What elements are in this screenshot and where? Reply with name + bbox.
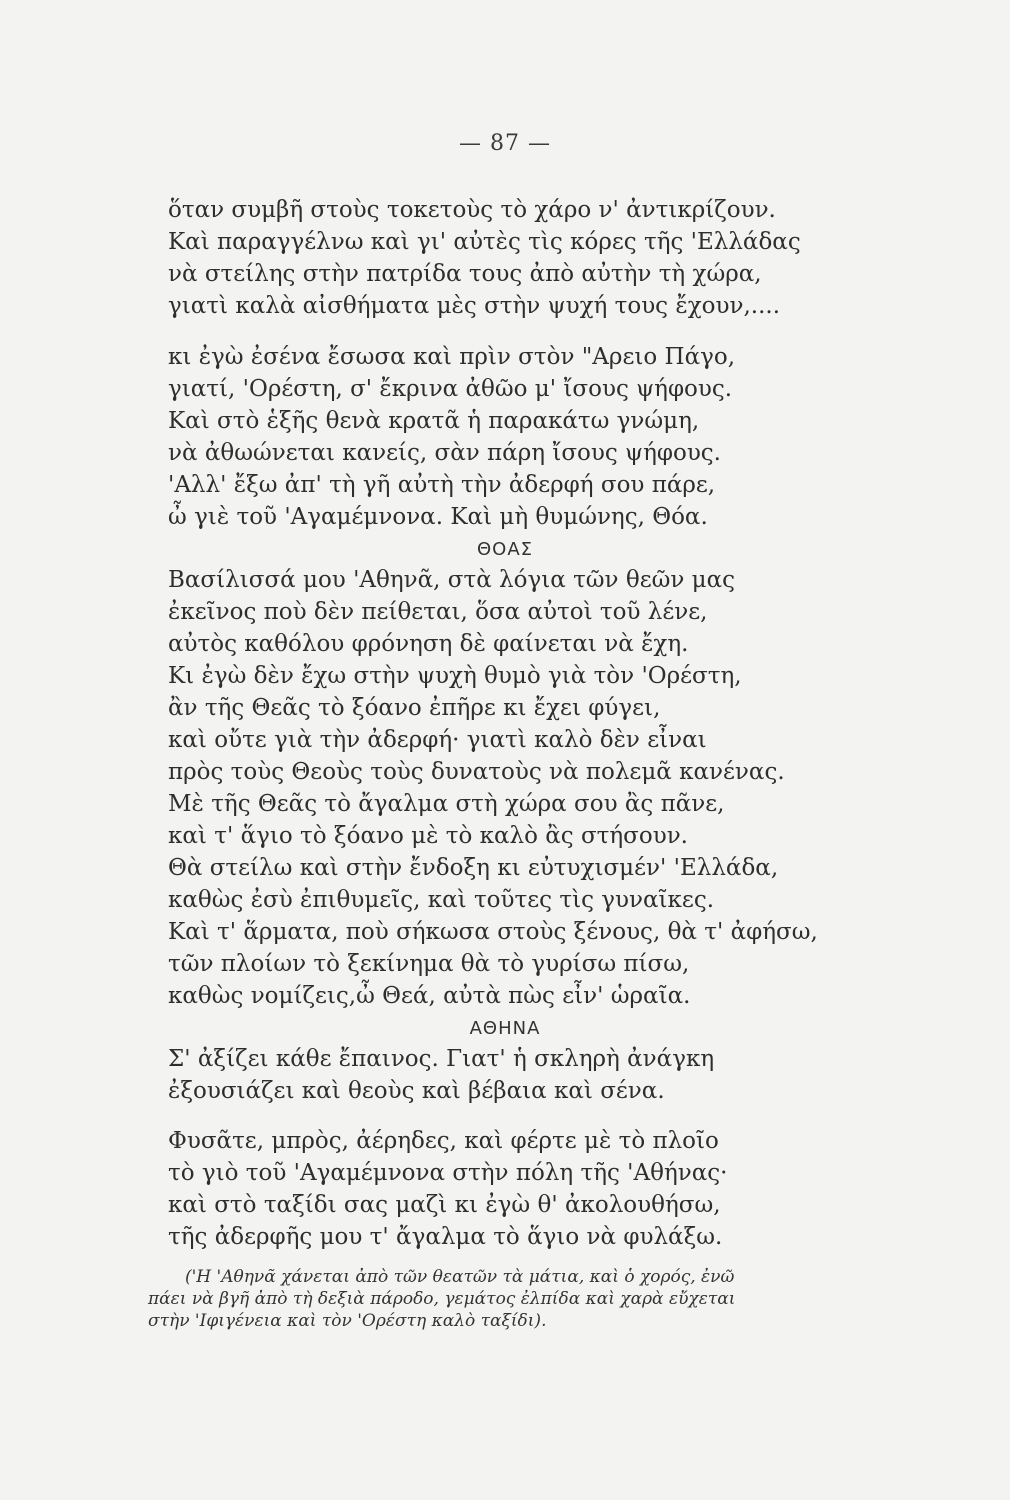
page-number: — 87 — xyxy=(459,131,551,156)
verse-line: καθὼς νομίζεις,ὦ Θεά, αὐτὰ πὼς εἶν' ὡραῖα. xyxy=(168,983,691,1009)
verse-line: ὅταν συμβῆ στοὺς τοκετοὺς τὸ χάρο ν' ἀντικρίζουν. xyxy=(168,197,776,223)
verse-line: καθὼς ἐσὺ ἐπιθυμεῖς, καὶ τοῦτες τὶς γυναῖκες. xyxy=(168,887,715,913)
verse-line: ὦ γιὲ τοῦ 'Αγαμέμνονα. Καὶ μὴ θυμώνης, Θόα. xyxy=(168,504,708,530)
verse-line: καὶ στὸ ταξίδι σας μαζὶ κι ἐγὼ θ' ἀκολουθήσω, xyxy=(168,1192,721,1218)
verse-line: 'Αλλ' ἔξω ἀπ' τὴ γῆ αὐτὴ τὴν ἀδερφή σου πάρε, xyxy=(168,472,716,498)
verse-line: νὰ ἀθωώνεται κανείς, σὰν πάρη ἴσους ψήφους. xyxy=(168,440,721,466)
verse-line: τὸ γιὸ τοῦ 'Αγαμέμνονα στὴν πόλη τῆς 'Αθήνας· xyxy=(168,1160,728,1186)
verse-line: καὶ οὔτε γιὰ τὴν ἀδερφή· γιατὶ καλὸ δὲν εἶναι xyxy=(168,727,707,753)
stage-direction-line: ('Η 'Αθηνᾶ χάνεται ἀπὸ τῶν θεατῶν τὰ μάτια, καὶ ὁ χορός, ἐνῶ xyxy=(185,1267,735,1287)
verse-line: γιατὶ καλὰ αἰσθήματα μὲς στὴν ψυχή τους ἔχουν,.... xyxy=(168,293,781,319)
verse-line: Φυσᾶτε, μπρὸς, ἀέρηδες, καὶ φέρτε μὲ τὸ πλοῖο xyxy=(168,1128,719,1154)
stage-direction-line: πάει νὰ βγῆ ἀπὸ τὴ δεξιὰ πάροδο, γεμάτος ἐλπίδα καὶ χαρὰ εὔχεται xyxy=(148,1289,736,1309)
verse-line: Καὶ στὸ ἑξῆς θενὰ κρατᾶ ἡ παρακάτω γνώμη, xyxy=(168,408,700,434)
stage-direction-line: στὴν 'Ιφιγένεια καὶ τὸν 'Ορέστη καλὸ ταξίδι). xyxy=(148,1311,547,1331)
verse-line: καὶ τ' ἅγιο τὸ ξόανο μὲ τὸ καλὸ ἂς στήσουν. xyxy=(168,823,688,849)
speaker-name: ΘΟΑΣ xyxy=(476,539,534,560)
speaker-name: ΑΘΗΝΑ xyxy=(469,1018,541,1039)
verse-line: τῆς ἀδερφῆς μου τ' ἄγαλμα τὸ ἅγιο νὰ φυλάξω. xyxy=(168,1224,723,1250)
verse-line: Βασίλισσά μου 'Αθηνᾶ, στὰ λόγια τῶν θεῶν μας xyxy=(168,567,736,593)
verse-line: ἂν τῆς Θεᾶς τὸ ξόανο ἐπῆρε κι ἔχει φύγει, xyxy=(168,695,661,721)
verse-line: κι ἐγὼ ἐσένα ἔσωσα καὶ πρὶν στὸν "Αρειο Πάγο, xyxy=(168,344,736,370)
verse-line: αὐτὸς καθόλου φρόνηση δὲ φαίνεται νὰ ἔχη. xyxy=(168,631,689,657)
verse-line: Μὲ τῆς Θεᾶς τὸ ἄγαλμα στὴ χώρα σου ἂς πᾶνε, xyxy=(168,791,725,817)
verse-line: τῶν πλοίων τὸ ξεκίνημα θὰ τὸ γυρίσω πίσω, xyxy=(168,951,690,977)
verse-line: Καὶ τ' ἅρματα, ποὺ σήκωσα στοὺς ξένους, θὰ τ' ἀφήσω, xyxy=(168,919,818,945)
verse-line: πρὸς τοὺς Θεοὺς τοὺς δυνατοὺς νὰ πολεμᾶ κανένας. xyxy=(168,759,785,785)
verse-line: γιατί, 'Ορέστη, σ' ἔκρινα ἀθῶο μ' ἴσους ψήφους. xyxy=(168,376,733,402)
verse-line: Θὰ στείλω καὶ στὴν ἔνδοξη κι εὐτυχισμέν' 'Ελλάδα, xyxy=(168,855,779,881)
verse-line: Σ' ἀξίζει κάθε ἔπαινος. Γιατ' ἡ σκληρὴ ἀνάγκη xyxy=(168,1046,715,1072)
verse-line: Καὶ παραγγέλνω καὶ γι' αὐτὲς τὶς κόρες τῆς 'Ελλάδας xyxy=(168,229,801,255)
verse-line: ἐκεῖνος ποὺ δὲν πείθεται, ὅσα αὐτοὶ τοῦ λένε, xyxy=(168,599,708,625)
verse-line: νὰ στείλης στὴν πατρίδα τους ἀπὸ αὐτὴν τὴ χώρα, xyxy=(168,261,762,287)
verse-line: Κι ἐγὼ δὲν ἔχω στὴν ψυχὴ θυμὸ γιὰ τὸν 'Ορέστη, xyxy=(168,663,742,689)
verse-line: ἐξουσιάζει καὶ θεοὺς καὶ βέβαια καὶ σένα. xyxy=(168,1078,665,1104)
